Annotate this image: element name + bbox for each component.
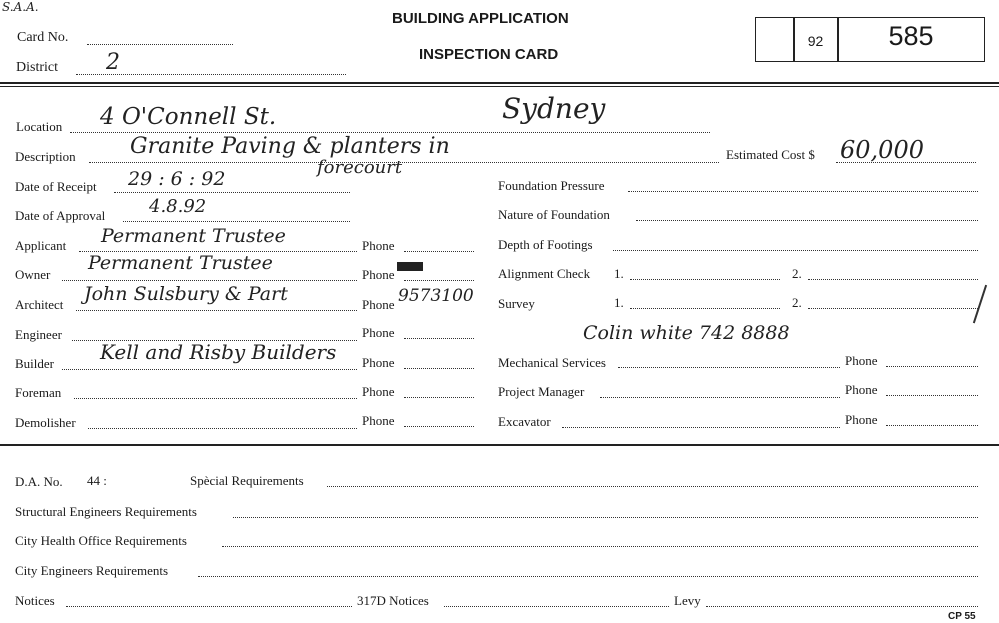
project-manager-phone-label: Phone [845, 382, 878, 397]
applicant-label: Applicant [15, 238, 67, 253]
form-code: CP 55 [948, 611, 976, 622]
engineer-phone-label: Phone [362, 325, 395, 340]
builder-label: Builder [15, 356, 54, 371]
demolisher-field[interactable] [88, 428, 357, 429]
nature-foundation-field[interactable] [636, 220, 978, 221]
estimated-cost-label: Estimated Cost $ [726, 147, 815, 162]
survey-field-2[interactable] [808, 308, 978, 309]
builder-value: Kell and Risby Builders [100, 340, 337, 364]
demolisher-phone-field[interactable] [404, 426, 474, 427]
mechanical-services-label: Mechanical Services [498, 355, 606, 370]
levy-field[interactable] [706, 606, 978, 607]
foundation-pressure-field[interactable] [628, 191, 978, 192]
top-rule-thin [0, 86, 999, 87]
top-rule [0, 82, 999, 84]
saa-note: S.A.A. [2, 0, 39, 14]
project-manager-label: Project Manager [498, 384, 585, 399]
demolisher-phone-label: Phone [362, 413, 395, 428]
foreman-phone-field[interactable] [404, 397, 474, 398]
box-year: 92 [807, 33, 824, 49]
owner-value: Permanent Trustee [88, 252, 273, 274]
location-field[interactable] [70, 132, 710, 133]
estimated-cost-value: 60,000 [840, 136, 924, 164]
architect-label: Architect [15, 297, 64, 312]
applicant-phone-label: Phone [362, 238, 395, 253]
owner-phone-scribble [397, 262, 423, 271]
description-label: Description [15, 149, 76, 164]
margin-pen-mark [973, 285, 987, 324]
city-engineers-label: City Engineers Requirements [15, 563, 169, 578]
builder-phone-field[interactable] [404, 368, 474, 369]
architect-field[interactable] [76, 310, 357, 311]
description-value-2: forecourt [317, 157, 403, 178]
city-health-label: City Health Office Requirements [15, 533, 187, 548]
demolisher-label: Demolisher [15, 415, 76, 430]
alignment-check-field-1[interactable] [630, 279, 780, 280]
owner-label: Owner [15, 267, 51, 282]
structural-engineers-label: Structural Engineers Requirements [15, 504, 197, 519]
project-manager-field[interactable] [600, 397, 840, 398]
mechanical-services-field[interactable] [618, 367, 840, 368]
excavator-phone-field[interactable] [886, 425, 978, 426]
alignment-num-1: 1. [614, 266, 624, 281]
survey-label: Survey [498, 296, 535, 311]
date-approval-value: 4.8.92 [149, 196, 207, 217]
project-manager-phone-field[interactable] [886, 395, 978, 396]
alignment-num-2: 2. [792, 266, 802, 281]
notices-317d-label: 317D Notices [357, 593, 429, 608]
levy-label: Levy [674, 593, 701, 608]
owner-phone-field[interactable] [404, 280, 474, 281]
foreman-field[interactable] [74, 398, 357, 399]
card-no-label: Card No. [17, 30, 69, 45]
city-engineers-field[interactable] [198, 576, 978, 577]
special-requirements-field[interactable] [327, 486, 978, 487]
architect-phone-label: Phone [362, 297, 395, 312]
form-title-line2: INSPECTION CARD [419, 46, 559, 63]
survey-field-1[interactable] [630, 308, 780, 309]
box-number: 585 [888, 21, 934, 51]
excavator-label: Excavator [498, 414, 551, 429]
mechanical-phone-field[interactable] [886, 366, 978, 367]
city-health-field[interactable] [222, 546, 978, 547]
owner-field[interactable] [62, 280, 357, 281]
architect-value: John Sulsbury & Part [84, 283, 288, 305]
owner-phone-label: Phone [362, 267, 395, 282]
district-label: District [16, 60, 58, 75]
structural-engineers-field[interactable] [233, 517, 978, 518]
middle-rule [0, 444, 999, 446]
foreman-phone-label: Phone [362, 384, 395, 399]
location-label: Location [16, 119, 63, 134]
foundation-pressure-label: Foundation Pressure [498, 178, 605, 193]
description-value: Granite Paving & planters in [130, 134, 450, 159]
depth-footings-label: Depth of Footings [498, 237, 593, 252]
nature-foundation-label: Nature of Foundation [498, 207, 610, 222]
builder-field[interactable] [62, 369, 357, 370]
engineer-label: Engineer [15, 327, 62, 342]
da-no-label: D.A. No. [15, 474, 63, 489]
depth-footings-field[interactable] [613, 250, 978, 251]
district-value: 2 [106, 50, 120, 75]
date-receipt-value: 29 : 6 : 92 [128, 168, 226, 190]
architect-phone-value: 9573100 [398, 286, 474, 306]
applicant-value: Permanent Trustee [101, 225, 286, 247]
special-requirements-label: Spècial Requirements [190, 473, 304, 488]
form-title-line1: BUILDING APPLICATION [392, 10, 569, 27]
notices-field[interactable] [66, 606, 352, 607]
notices-label: Notices [15, 593, 55, 608]
da-no-value: 44 : [87, 473, 107, 488]
notices-317d-field[interactable] [444, 606, 669, 607]
date-receipt-field[interactable] [114, 192, 350, 193]
card-no-field[interactable] [87, 44, 233, 45]
date-approval-field[interactable] [123, 221, 350, 222]
applicant-phone-field[interactable] [404, 251, 474, 252]
location-value: 4 O'Connell St. [100, 104, 277, 130]
alignment-check-label: Alignment Check [498, 266, 591, 281]
alignment-check-field-2[interactable] [808, 279, 978, 280]
survey-num-1: 1. [614, 295, 624, 310]
builder-phone-label: Phone [362, 355, 395, 370]
mechanical-handwritten-note: Colin white 742 8888 [583, 322, 790, 344]
excavator-field[interactable] [562, 427, 840, 428]
engineer-phone-field[interactable] [404, 338, 474, 339]
survey-num-2: 2. [792, 295, 802, 310]
mechanical-phone-label: Phone [845, 353, 878, 368]
foreman-label: Foreman [15, 385, 62, 400]
location-value-2: Sydney [502, 92, 606, 125]
description-field[interactable] [89, 162, 719, 163]
excavator-phone-label: Phone [845, 412, 878, 427]
date-approval-label: Date of Approval [15, 208, 106, 223]
date-receipt-label: Date of Receipt [15, 179, 97, 194]
